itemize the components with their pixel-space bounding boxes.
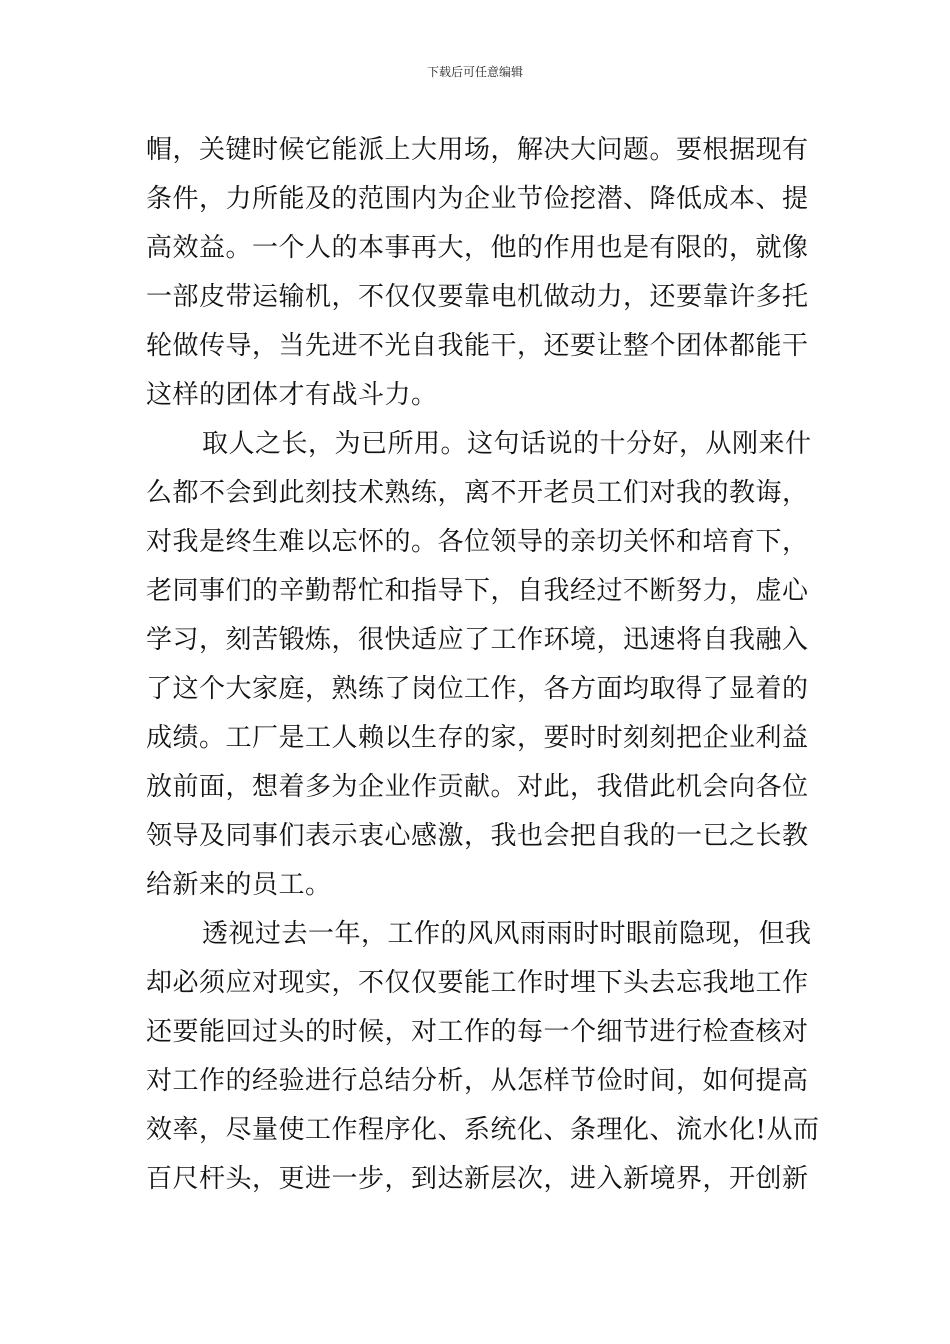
text-line: 领导及同事们表示衷心感激，我也会把自我的一已之长教 [146,821,809,851]
text-line: 给新来的员工。 [146,870,332,900]
text-line: 么都不会到此刻技术熟练，离不开老员工们对我的教诲， [146,478,809,508]
text-line: 效率，尽量使工作程序化、系统化、条理化、流水化!从而 [146,1115,820,1145]
text-line: 高效益。一个人的本事再大，他的作用也是有限的，就像 [146,233,809,263]
paragraph-first-line: 透视过去一年，工作的风风雨雨时时眼前隐现，但我 [202,919,812,949]
text-line: 对我是终生难以忘怀的。各位领导的亲切关怀和培育下， [146,527,809,557]
text-line: 成绩。工厂是工人赖以生存的家，要时时刻刻把企业利益 [146,723,809,753]
page-header: 下载后可任意编辑 [426,65,523,79]
text-line: 放前面，想着多为企业作贡献。对此，我借此机会向各位 [146,772,809,802]
text-line: 帽，关键时候它能派上大用场，解决大问题。要根据现有 [146,135,809,165]
text-line: 一部皮带运输机，不仅仅要靠电机做动力，还要靠许多托 [146,282,809,312]
text-line: 条件，力所能及的范围内为企业节俭挖潜、降低成本、提 [146,184,809,214]
text-line: 学习，刻苦锻炼，很快适应了工作环境，迅速将自我融入 [146,625,809,655]
text-line: 轮做传导，当先进不光自我能干，还要让整个团体都能干 [146,331,809,361]
text-line: 还要能回过头的时候，对工作的每一个细节进行检查核对 [146,1017,809,1047]
text-line: 却必须应对现实，不仅仅要能工作时埋下头去忘我地工作 [146,968,809,998]
text-line: 老同事们的辛勤帮忙和指导下，自我经过不断努力，虚心 [146,576,809,606]
paragraph-first-line: 取人之长，为已所用。这句话说的十分好，从刚来什 [202,429,812,459]
document-body [146,126,820,1204]
text-line: 这样的团体才有战斗力。 [146,380,438,410]
text-line: 百尺杆头，更进一步，到达新层次，进入新境界，开创新 [146,1164,809,1194]
text-line: 了这个大家庭，熟练了岗位工作，各方面均取得了显着的 [146,674,809,704]
text-line: 对工作的经验进行总结分析，从怎样节俭时间，如何提高 [146,1066,809,1096]
